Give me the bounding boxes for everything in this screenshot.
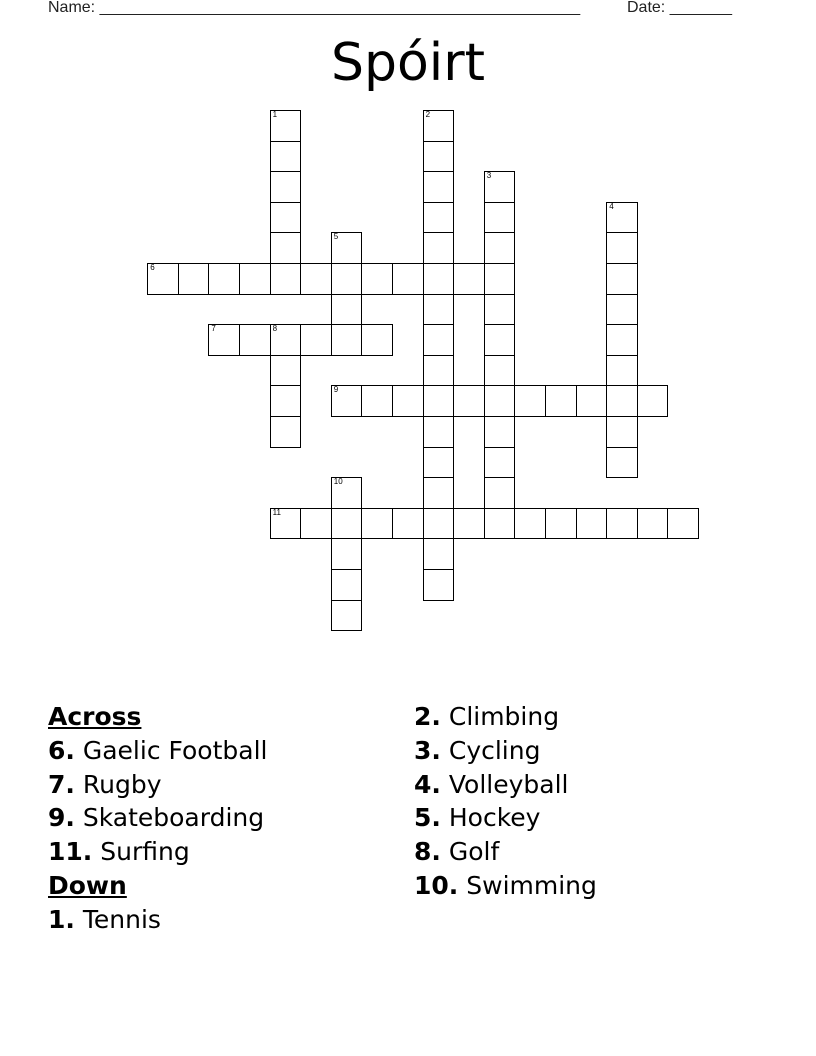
clue-column-left <box>48 700 267 937</box>
grid-cell[interactable] <box>606 508 638 540</box>
grid-cell[interactable] <box>208 324 240 356</box>
grid-cell[interactable] <box>423 171 455 203</box>
grid-cell[interactable] <box>423 324 455 356</box>
clue-number-label: 9 <box>333 385 339 395</box>
clue-number: 4. <box>414 769 441 799</box>
grid-cell[interactable] <box>667 508 699 540</box>
grid-cell[interactable] <box>606 385 638 417</box>
grid-cell[interactable] <box>270 263 302 295</box>
grid-cell[interactable] <box>392 263 424 295</box>
grid-cell[interactable] <box>239 324 271 356</box>
grid-cell[interactable] <box>423 447 455 479</box>
grid-cell[interactable] <box>637 385 669 417</box>
clue-text: Surfing <box>100 837 190 867</box>
grid-cell[interactable] <box>331 508 363 540</box>
clue-number-label: 6 <box>150 263 155 272</box>
clue-down-3 <box>414 734 597 768</box>
clue-text: Swimming <box>466 870 597 900</box>
grid-cell[interactable] <box>484 447 516 479</box>
clue-text: Hockey <box>448 803 541 833</box>
grid-cell[interactable] <box>514 508 546 540</box>
grid-cell[interactable] <box>423 232 455 264</box>
grid-cell[interactable] <box>300 324 332 356</box>
clue-down-8 <box>414 835 597 869</box>
grid-cell[interactable] <box>423 263 455 295</box>
grid-cell[interactable] <box>331 385 363 417</box>
grid-cell[interactable] <box>270 171 302 203</box>
clue-across-6 <box>48 734 267 768</box>
grid-cell[interactable] <box>423 508 455 540</box>
clue-number-label: 10 <box>333 477 343 487</box>
grid-cell[interactable] <box>453 508 485 540</box>
clue-number-label: 4 <box>609 201 614 211</box>
grid-cell[interactable] <box>331 569 363 601</box>
clue-number: 8. <box>414 837 441 867</box>
clue-down-10 <box>414 869 597 903</box>
grid-cell[interactable] <box>423 202 455 234</box>
grid-cell[interactable] <box>270 385 302 417</box>
clue-number: 10. <box>414 870 459 900</box>
grid-cell[interactable] <box>270 416 302 448</box>
clue-number-label: 11 <box>272 507 281 517</box>
grid-cell[interactable] <box>514 385 546 417</box>
grid-cell[interactable] <box>423 141 455 173</box>
grid-cell[interactable] <box>484 508 516 540</box>
clue-text: Rugby <box>82 769 162 799</box>
grid-cell[interactable] <box>606 447 638 479</box>
clue-column-right <box>414 700 597 903</box>
clue-number-label: 8 <box>272 324 278 334</box>
clue-text: Cycling <box>448 735 541 765</box>
grid-cell[interactable] <box>484 324 516 356</box>
clue-down-1 <box>48 903 267 937</box>
grid-cell[interactable] <box>453 385 485 417</box>
clue-number: 5. <box>414 803 441 833</box>
grid-cell[interactable] <box>331 477 363 509</box>
clue-number-label: 5 <box>333 232 339 242</box>
puzzle-title: Spóirt <box>330 33 486 93</box>
grid-cell[interactable] <box>576 508 608 540</box>
grid-cell[interactable] <box>361 385 393 417</box>
grid-cell[interactable] <box>270 232 302 264</box>
date-field-label: Date: _______ <box>627 0 732 16</box>
clue-number: 6. <box>48 735 75 765</box>
grid-cell[interactable] <box>361 324 393 356</box>
clue-across-11 <box>48 835 267 869</box>
grid-cell[interactable] <box>300 263 332 295</box>
grid-cell[interactable] <box>606 263 638 295</box>
grid-cell[interactable] <box>300 508 332 540</box>
grid-cell[interactable] <box>392 385 424 417</box>
grid-cell[interactable] <box>545 508 577 540</box>
clue-text: Gaelic Football <box>82 735 268 765</box>
clue-number-label: 1 <box>272 110 278 119</box>
grid-cell[interactable] <box>484 294 516 326</box>
grid-cell[interactable] <box>270 508 302 540</box>
grid-cell[interactable] <box>361 508 393 540</box>
grid-cell[interactable] <box>423 294 455 326</box>
grid-cell[interactable] <box>178 263 210 295</box>
clue-down-2 <box>414 700 597 734</box>
grid-cell[interactable] <box>606 232 638 264</box>
grid-cell[interactable] <box>484 385 516 417</box>
grid-cell[interactable] <box>576 385 608 417</box>
grid-cell[interactable] <box>423 538 455 570</box>
grid-cell[interactable] <box>484 416 516 448</box>
grid-cell[interactable] <box>331 538 363 570</box>
clue-text: Golf <box>448 837 500 867</box>
clue-text: Tennis <box>82 904 161 934</box>
down-heading: Down <box>48 870 127 900</box>
grid-cell[interactable] <box>270 324 302 356</box>
clue-number: 3. <box>414 735 441 765</box>
clue-number-label: 2 <box>425 110 431 119</box>
name-field-label: Name: ______________________________________________________ <box>48 0 581 16</box>
grid-cell[interactable] <box>423 355 455 387</box>
grid-cell[interactable] <box>331 232 363 264</box>
grid-cell[interactable] <box>423 477 455 509</box>
grid-cell[interactable] <box>147 263 179 295</box>
clue-number: 9. <box>48 803 75 833</box>
clue-text: Climbing <box>448 702 560 731</box>
grid-cell[interactable] <box>270 355 302 387</box>
grid-cell[interactable] <box>361 263 393 295</box>
grid-cell[interactable] <box>484 202 516 234</box>
grid-cell[interactable] <box>239 263 271 295</box>
clue-number: 1. <box>48 904 75 934</box>
grid-cell[interactable] <box>606 324 638 356</box>
grid-cell[interactable] <box>423 416 455 448</box>
grid-cell[interactable] <box>484 355 516 387</box>
grid-cell[interactable] <box>606 355 638 387</box>
clue-down-4 <box>414 768 597 802</box>
grid-cell[interactable] <box>484 477 516 509</box>
grid-cell[interactable] <box>606 416 638 448</box>
clue-number: 2. <box>414 702 441 731</box>
clue-number-label: 3 <box>486 171 492 181</box>
grid-cell[interactable] <box>270 202 302 234</box>
grid-cell[interactable] <box>331 324 363 356</box>
clue-across-7 <box>48 768 267 802</box>
grid-cell[interactable] <box>606 202 638 234</box>
grid-cell[interactable] <box>637 508 669 540</box>
clue-number-label: 7 <box>211 324 216 334</box>
grid-cell[interactable] <box>423 110 455 142</box>
grid-cell[interactable] <box>208 263 240 295</box>
clue-text: Volleyball <box>448 769 569 799</box>
clue-number: 11. <box>48 837 93 867</box>
grid-cell[interactable] <box>270 110 302 142</box>
across-heading: Across <box>48 702 142 731</box>
grid-cell[interactable] <box>423 569 455 601</box>
grid-cell[interactable] <box>392 508 424 540</box>
clue-across-9 <box>48 801 267 835</box>
grid-cell[interactable] <box>484 171 516 203</box>
grid-cell[interactable] <box>545 385 577 417</box>
grid-cell[interactable] <box>606 294 638 326</box>
grid-cell[interactable] <box>331 263 363 295</box>
grid-cell[interactable] <box>484 263 516 295</box>
grid-cell[interactable] <box>484 232 516 264</box>
grid-cell[interactable] <box>331 600 363 632</box>
grid-cell[interactable] <box>423 385 455 417</box>
clue-number: 7. <box>48 769 75 799</box>
clue-down-5 <box>414 801 597 835</box>
grid-cell[interactable] <box>331 294 363 326</box>
grid-cell[interactable] <box>453 263 485 295</box>
grid-cell[interactable] <box>270 141 302 173</box>
clue-text: Skateboarding <box>82 803 265 833</box>
